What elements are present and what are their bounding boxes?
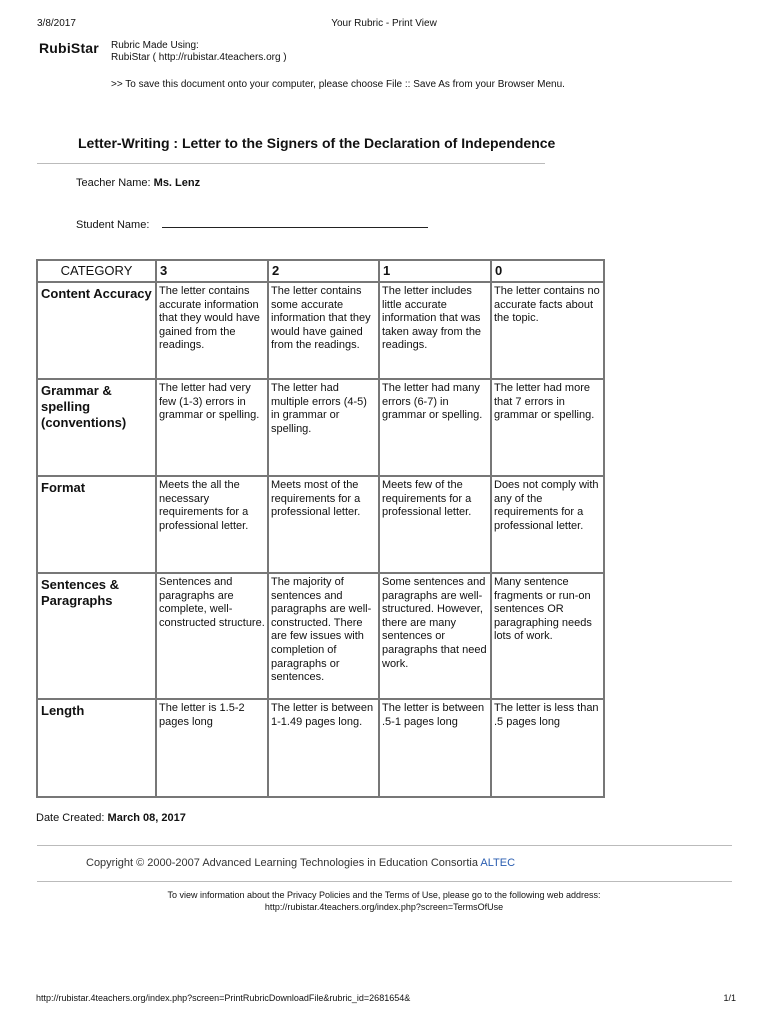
print-header-title: Your Rubric - Print View: [331, 18, 437, 29]
header-level-1: 1: [379, 260, 491, 282]
print-footer-url: http://rubistar.4teachers.org/index.php?screen=PrintRubricDownloadFile&rubric_id=2681654&: [36, 993, 411, 1003]
rubric-cell: The letter contains no accurate facts about the topic.: [491, 282, 604, 379]
rubric-cell: Some sentences and paragraphs are well-structured. However, there are many sentences or paragraphs that need work.: [379, 573, 491, 699]
rubric-cell: Meets most of the requirements for a professional letter.: [268, 476, 379, 573]
altec-link[interactable]: ALTEC: [480, 857, 516, 869]
rubric-cell: The letter had many errors (6-7) in grammar or spelling.: [379, 379, 491, 476]
made-using-line1: Rubric Made Using:: [111, 40, 199, 51]
category-length: Length: [37, 699, 156, 797]
rubric-cell: The letter is between 1-1.49 pages long.: [268, 699, 379, 797]
rubric-cell: Meets the all the necessary requirements for a professional letter.: [156, 476, 268, 573]
rubric-cell: The letter had more that 7 errors in grammar or spelling.: [491, 379, 604, 476]
category-content-accuracy: Content Accuracy: [37, 282, 156, 379]
table-row: [37, 699, 604, 797]
student-name-field: [76, 218, 428, 231]
rubric-header-row: [37, 260, 604, 282]
copyright-notice: [86, 857, 515, 869]
rubric-cell: Many sentence fragments or run-on sentences OR paragraphing needs lots of work.: [491, 573, 604, 699]
rubric-cell: The letter had very few (1-3) errors in grammar or spelling.: [156, 379, 268, 476]
rubric-cell: Sentences and paragraphs are complete, well-constructed structure.: [156, 573, 268, 699]
rubric-cell: The letter includes little accurate information that was taken away from the readings.: [379, 282, 491, 379]
print-date: 3/8/2017: [37, 18, 76, 29]
category-sentences-paragraphs: Sentences & Paragraphs: [37, 573, 156, 699]
date-created-label: Date Created:: [36, 812, 105, 824]
rubric-cell: The majority of sentences and paragraphs are well-constructed. There are few issues with completion of paragraphs or sentences.: [268, 573, 379, 699]
rubric-table: [36, 259, 605, 798]
privacy-info-line1: To view information about the Privacy Policies and the Terms of Use, please go to the following web address:: [167, 890, 601, 900]
made-using-line2: RubiStar ( http://rubistar.4teachers.org ): [111, 52, 287, 63]
category-grammar-spelling: Grammar & spelling (conventions): [37, 379, 156, 476]
rubric-cell: The letter contains accurate information that they would have gained from the readings.: [156, 282, 268, 379]
made-using-note: [111, 40, 287, 64]
title-divider: [37, 163, 545, 164]
copyright-text: Copyright © 2000-2007 Advanced Learning Technologies in Education Consortia: [86, 857, 478, 869]
footer-divider-top: [37, 845, 732, 846]
header-level-2: 2: [268, 260, 379, 282]
rubric-cell: The letter is 1.5-2 pages long: [156, 699, 268, 797]
table-row: [37, 379, 604, 476]
teacher-name-label: Teacher Name:: [76, 177, 151, 189]
rubric-cell: The letter is between .5-1 pages long: [379, 699, 491, 797]
save-instructions: >> To save this document onto your computer, please choose File :: Save As from your Browser Menu.: [111, 79, 565, 90]
teacher-name-value: Ms. Lenz: [153, 177, 201, 189]
rubric-cell: The letter contains some accurate information that they would have gained from the readings.: [268, 282, 379, 379]
table-row: [37, 282, 604, 379]
date-created-value: March 08, 2017: [107, 812, 186, 824]
page-number: 1/1: [723, 993, 736, 1003]
rubistar-logo: RubiStar: [39, 40, 99, 56]
footer-divider-bottom: [37, 881, 732, 882]
privacy-info: [0, 889, 768, 913]
rubric-title: Letter-Writing : Letter to the Signers of the Declaration of Independence: [78, 135, 556, 151]
rubric-cell: The letter had multiple errors (4-5) in grammar or spelling.: [268, 379, 379, 476]
student-name-label: Student Name:: [76, 219, 150, 231]
rubric-cell: Does not comply with any of the requirements for a professional letter.: [491, 476, 604, 573]
rubric-cell: The letter is less than .5 pages long: [491, 699, 604, 797]
terms-url[interactable]: http://rubistar.4teachers.org/index.php?screen=TermsOfUse: [264, 902, 504, 912]
category-format: Format: [37, 476, 156, 573]
student-name-blank: [162, 218, 428, 228]
rubric-cell: Meets few of the requirements for a professional letter.: [379, 476, 491, 573]
date-created: [36, 812, 186, 824]
header-level-0: 0: [491, 260, 604, 282]
table-row: [37, 573, 604, 699]
header-level-3: 3: [156, 260, 268, 282]
header-category: CATEGORY: [37, 260, 156, 282]
teacher-name-field: [76, 177, 200, 189]
table-row: [37, 476, 604, 573]
